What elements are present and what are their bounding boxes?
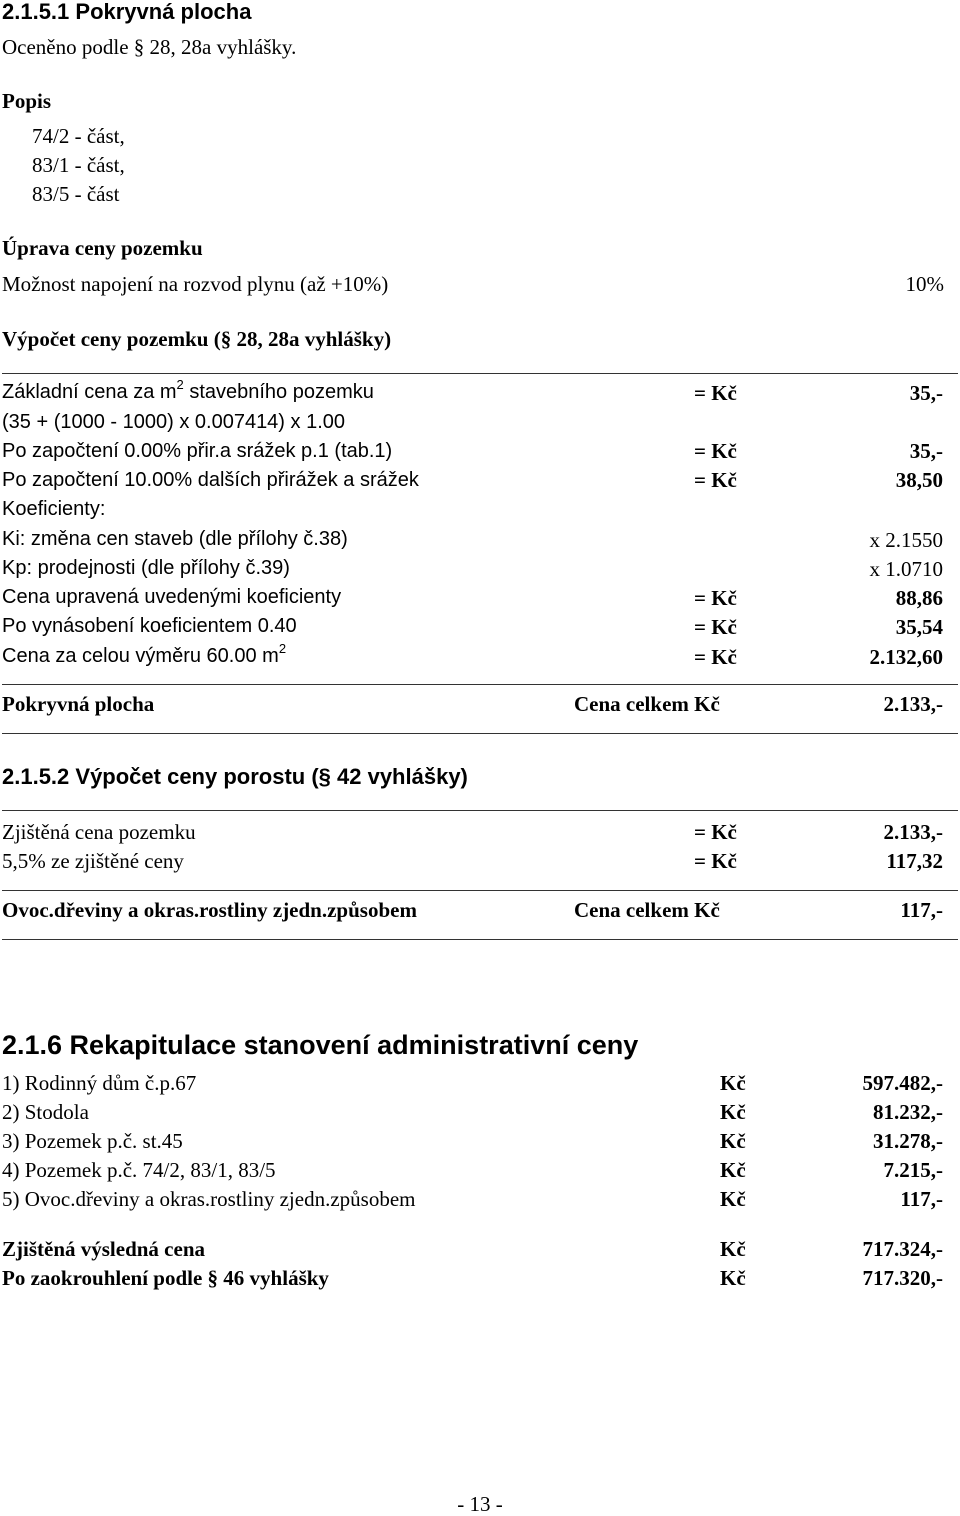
recap-row-value: 81.232,- <box>873 1100 943 1124</box>
calc-row-eq: = Kč <box>694 586 737 610</box>
calc-row-label: Cena za celou výměru 60.00 $m^2$ <box>2 641 287 667</box>
divider <box>2 733 958 734</box>
calc-row-value: 88,86 <box>895 586 943 610</box>
calc-row-value: 35,- <box>909 381 943 405</box>
recap-row-label: 4) Pozemek p.č. 74/2, 83/1, 83/5 <box>2 1158 276 1182</box>
recap-row-label: 2) Stodola <box>2 1100 89 1124</box>
calc-row-value: 117,32 <box>886 849 943 873</box>
calc-row-label: Zjištěná cena pozemku <box>2 820 196 844</box>
recap-row-currency: Kč <box>720 1100 746 1124</box>
recap-row-currency: Kč <box>720 1071 746 1095</box>
divider <box>2 684 958 685</box>
uprava-heading: Úprava ceny pozemku <box>2 236 203 260</box>
popis-line: 83/1 - část, <box>32 153 125 177</box>
calc-row-value: 35,54 <box>895 615 943 639</box>
popis-label: Popis <box>2 89 52 113</box>
result-value: 717.324,- <box>862 1237 943 1261</box>
calc-row-value: 2.132,60 <box>869 645 943 669</box>
divider <box>2 373 958 374</box>
calc-row-value: 35,- <box>909 439 943 463</box>
calc-row-label: Základní cena za $m^2$ stavebního pozemku <box>2 377 374 403</box>
result-currency: Kč <box>720 1237 746 1261</box>
recap-row-value: 31.278,- <box>873 1129 943 1153</box>
calc-row-label: Koeficienty: <box>2 498 106 520</box>
recap-row-currency: Kč <box>720 1158 746 1182</box>
calc-row-eq: = Kč <box>694 645 737 669</box>
calc-row-label: (35 + (1000 - 1000) x 0.007414) x 1.00 <box>2 411 346 433</box>
calc-row-value: 2.133,- <box>883 820 943 844</box>
total-label: Pokryvná plocha <box>2 692 155 716</box>
section-heading-rekapitulace: 2.1.6 Rekapitulace stanovení administrativní ceny <box>2 1030 639 1060</box>
popis-line: 74/2 - část, <box>32 124 125 148</box>
divider <box>2 890 958 891</box>
calc-row-eq: = Kč <box>694 439 737 463</box>
calc-row-eq: = Kč <box>694 615 737 639</box>
calc-row-label: Ki: změna cen staveb (dle přílohy č.38) <box>2 528 348 550</box>
recap-row-label: 1) Rodinný dům č.p.67 <box>2 1071 197 1095</box>
calc-row-label: Po započtení 10.00% dalších přirážek a srážek <box>2 469 419 491</box>
recap-row-currency: Kč <box>720 1129 746 1153</box>
total-value: 2.133,- <box>883 692 943 716</box>
calc-row-eq: = Kč <box>694 820 737 844</box>
section-heading-pokryvna: 2.1.5.1 Pokryvná plocha <box>2 0 252 24</box>
divider <box>2 939 958 940</box>
total-value: 117,- <box>900 898 943 922</box>
calc-row-eq: = Kč <box>694 468 737 492</box>
calc-row-eq: = Kč <box>694 849 737 873</box>
page-number: - 13 - <box>457 1492 503 1516</box>
calc-row-value: x 2.1550 <box>869 528 943 552</box>
calc-row-label: Po vynásobení koeficientem 0.40 <box>2 615 297 637</box>
popis-line: 83/5 - část <box>32 182 120 206</box>
result-label: Zjištěná výsledná cena <box>2 1237 206 1261</box>
calc-row-label: Kp: prodejnosti (dle přílohy č.39) <box>2 557 290 579</box>
divider <box>2 810 958 811</box>
calc-row-eq: = Kč <box>694 381 737 405</box>
total-caption: Cena celkem Kč <box>574 692 720 716</box>
rounded-currency: Kč <box>720 1266 746 1290</box>
recap-row-label: 5) Ovoc.dřeviny a okras.rostliny zjedn.způsobem <box>2 1187 416 1211</box>
recap-row-value: 597.482,- <box>862 1071 943 1095</box>
calc-row-value: 38,50 <box>895 468 943 492</box>
recap-row-value: 7.215,- <box>883 1158 943 1182</box>
section-heading-porost: 2.1.5.2 Výpočet ceny porostu (§ 42 vyhlášky) <box>2 764 468 789</box>
total-label: Ovoc.dřeviny a okras.rostliny zjedn.způsobem <box>2 898 417 922</box>
calc-row-label: 5,5% ze zjištěné ceny <box>2 849 184 873</box>
calc-row-label: Po započtení 0.00% přir.a srážek p.1 (tab.1) <box>2 440 393 462</box>
recap-row-value: 117,- <box>900 1187 943 1211</box>
calc-row-label: Cena upravená uvedenými koeficienty <box>2 586 342 608</box>
total-caption: Cena celkem Kč <box>574 898 720 922</box>
calc-row-value: x 1.0710 <box>869 557 943 581</box>
rounded-label: Po zaokrouhlení podle § 46 vyhlášky <box>2 1266 329 1290</box>
rounded-value: 717.320,- <box>862 1266 943 1290</box>
uprava-value: 10% <box>905 272 944 296</box>
vypocet-heading: Výpočet ceny pozemku (§ 28, 28a vyhlášky) <box>2 327 392 351</box>
valuation-basis: Oceněno podle § 28, 28a vyhlášky. <box>2 35 297 59</box>
recap-row-label: 3) Pozemek p.č. st.45 <box>2 1129 183 1153</box>
recap-row-currency: Kč <box>720 1187 746 1211</box>
uprava-line: Možnost napojení na rozvod plynu (až +10%) <box>2 272 389 296</box>
